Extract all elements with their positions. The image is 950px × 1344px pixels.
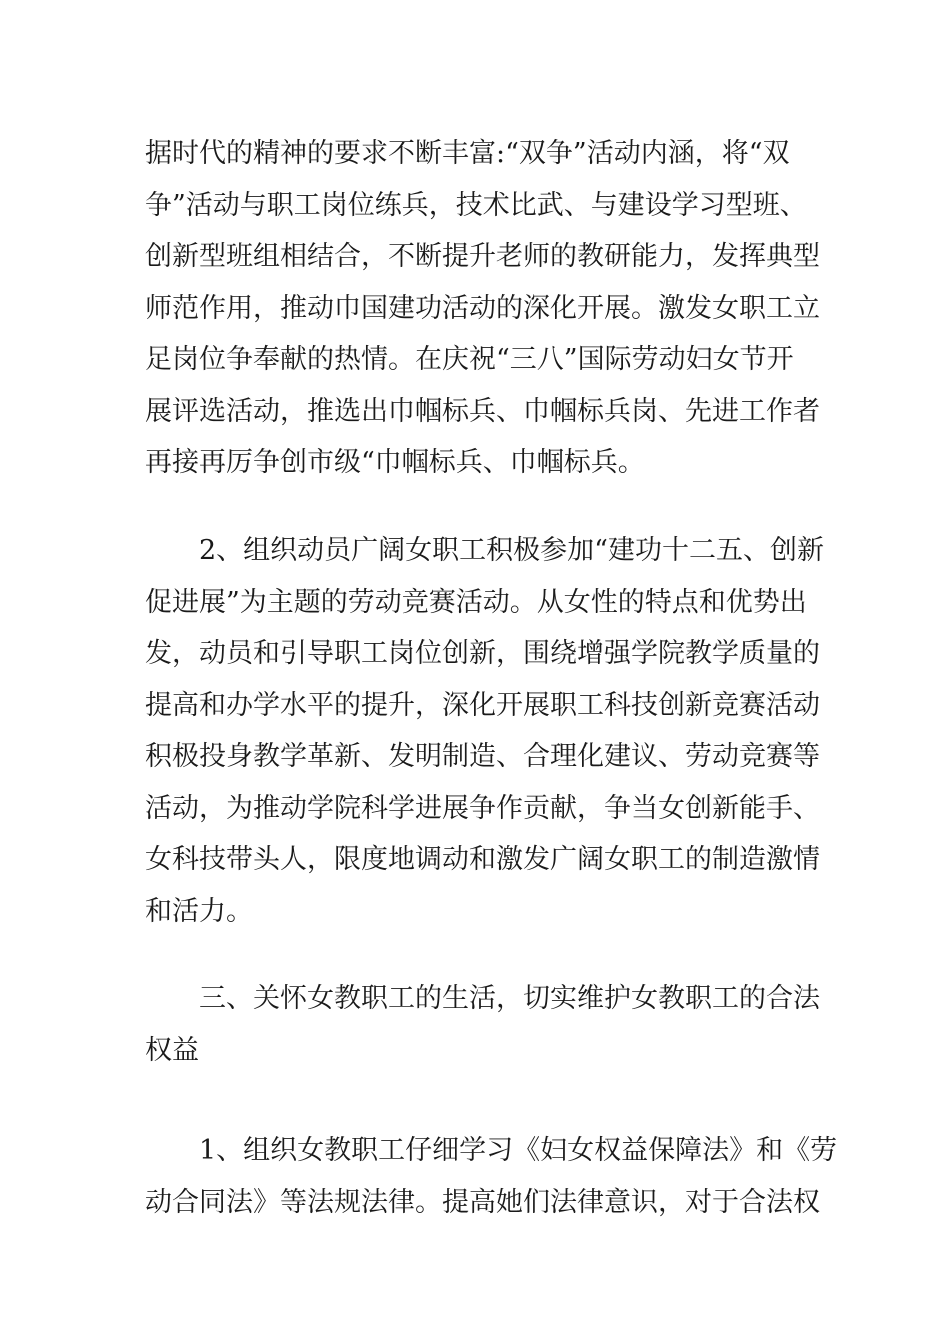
text-line: 和活力。 [145,895,253,927]
paragraph-item-2-labor-competition [145,525,824,989]
text-line: 权益 [145,1034,199,1066]
text-line: 师范作用，推动巾国建功活动的深化开展。激发女职工立 [145,292,820,324]
paragraph-item-1-legal-study [145,1125,838,1228]
text-line: 三、关怀女教职工的生活，切实维护女教职工的合法 [199,983,820,1014]
text-line: 动合同法》等法规法律。提高她们法律意识，对于合法权 [145,1186,820,1218]
text-line: 女科技带头人，限度地调动和激发广阔女职工的制造激情 [145,844,820,875]
text-line: 促进展”为主题的劳动竞赛活动。从女性的特点和优势出 [145,586,807,618]
section-heading-3-rights [145,973,820,1076]
text-line: 2、组织动员广阔女职工积极参加“建功十二五、创新 [199,535,824,566]
text-line: 争”活动与职工岗位练兵，技术比武、与建设学习型班、 [145,189,807,221]
text-line: 发，动员和引导职工岗位创新，围绕增强学院教学质量的 [145,638,820,669]
text-line: 积极投身教学革新、发明制造、合理化建议、劳动竞赛等 [145,741,820,772]
text-line: 活动，为推动学院科学进展争作贡献，争当女创新能手、 [145,792,820,824]
text-line: 足岗位争奉献的热情。在庆祝“三八”国际劳动妇女节开 [145,344,794,375]
text-line: 1、组织女教职工仔细学习《妇女权益保障法》和《劳 [199,1135,838,1166]
text-line: 再接再厉争创市级“巾帼标兵、巾帼标兵。 [145,447,645,478]
paragraph-shuangzheng-activities [145,128,820,489]
text-line: 展评选活动，推选出巾帼标兵、巾帼标兵岗、先进工作者 [145,395,820,427]
text-line: 据时代的精神的要求不断丰富:“双争”活动内涵，将“双 [145,138,790,169]
text-line: 提高和办学水平的提升，深化开展职工科技创新竞赛活动 [145,689,820,721]
text-line: 创新型班组相结合，不断提升老师的教研能力，发挥典型 [145,241,820,272]
